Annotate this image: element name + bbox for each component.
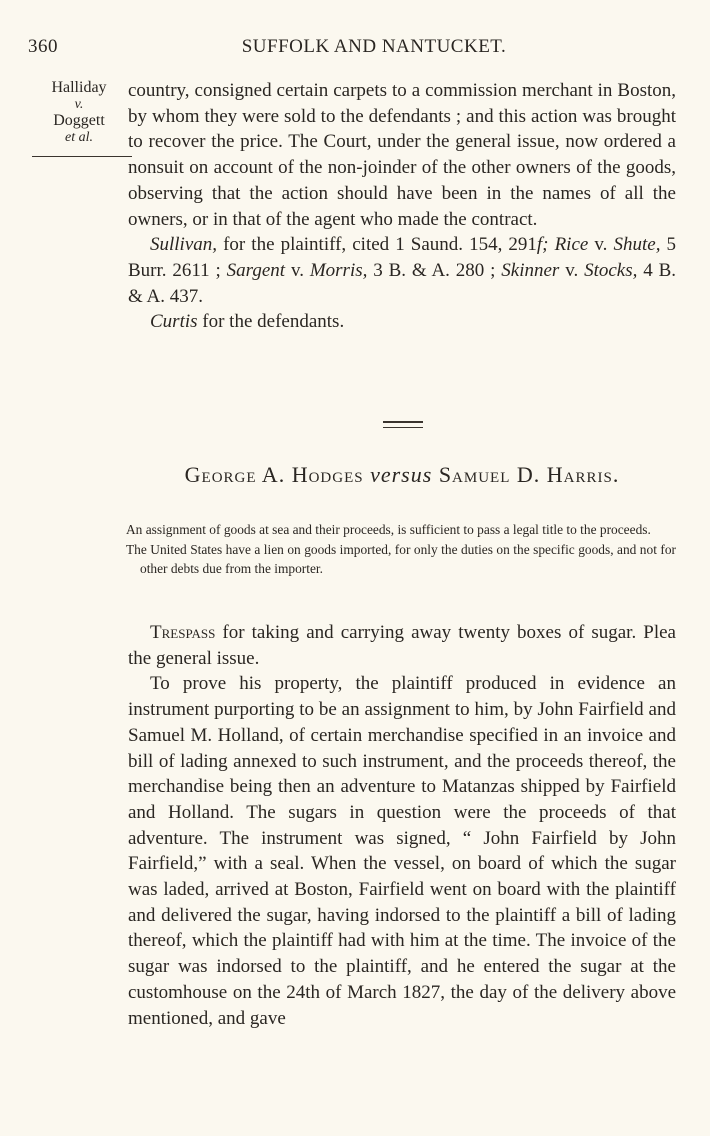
case-title [128,462,676,488]
case-defendant: Samuel D. Harris. [438,462,620,487]
headnotes [126,520,676,579]
case-body [128,620,676,1031]
running-head: SUFFOLK AND NANTUCKET. [241,36,507,57]
case-plaintiff: George A. Hodges [184,462,364,487]
headnote: The United States have a lien on goods imported, for only the duties on the specific goods, and not for other debts due from the importer. [126,541,676,576]
page-number: 360 [28,36,58,57]
counsel-name: Sullivan, [150,234,218,256]
margin-et-al: et al. [65,130,93,145]
margin-case-note [28,78,130,146]
paragraph-citations: Sullivan, for the plaintiff, cited 1 Saund. 154, 291f; Rice v. Shute, 5 Burr. 2611 ; Sargent v. Morris, 3 B. & A. 280 ; Skinner v. Stocks, 4 B. & A. 437. [128,234,677,307]
headnote: An assignment of goods at sea and their proceeds, is sufficient to pass a legal title to the proceeds. [126,522,651,537]
margin-defendant: Doggett [53,112,105,129]
continued-case-text [128,78,676,335]
page-header [28,36,680,62]
paragraph: country, consigned certain carpets to a commission merchant in Boston, by whom they were sold to the defendants ; and this action was brought to recover the price. The Court, under the general issue, now ordered a nonsuit on account of the non-joinder of the other owners of the goods, observing that the action should have been in the names of all the owners, or in that of the agent who made the contract. [128,80,676,230]
counsel-name: Curtis [150,311,198,333]
case-citation: Sargent [226,259,286,281]
paragraph-defendant-counsel: Curtis for the defendants. [150,311,345,333]
margin-versus: v. [74,97,84,112]
paragraph: To prove his property, the plaintiff produced in evidence an instrument purporting to be an assignment to him, by John Fairfield and Samuel M. Holland, of certain merchandise specified in an invoice and bill of lading annexed to such instrument, and the proceeds thereof, the merchandise being then an adventure to Matanzas shipped by Fairfield and Holland. The sugars in question were the proceeds of that adventure. The instrument was signed, “ John Fairfield by John Fairfield,” with a seal. When the vessel, on board of which the sugar was laded, arrived at Boston, Fairfield went on board with the plaintiff and delivered the sugar, having indorsed to the plaintiff a bill of lading thereof, which the plaintiff had with him at the time. The invoice of the sugar was indorsed to the plaintiff, and he entered the sugar at the customhouse on the 24th of March 1827, the day of the delivery above mentioned, and gave [128,673,676,1029]
margin-plaintiff: Halliday [51,79,107,96]
section-divider [383,421,423,428]
margin-rule [32,156,132,157]
case-versus: versus [370,462,433,487]
paragraph: Trespass for taking and carrying away twenty boxes of sugar. Plea the general issue. [128,622,676,669]
lead-word: Trespass [150,622,216,643]
case-citation: Rice [554,234,589,256]
case-citation: Skinner [501,259,560,281]
